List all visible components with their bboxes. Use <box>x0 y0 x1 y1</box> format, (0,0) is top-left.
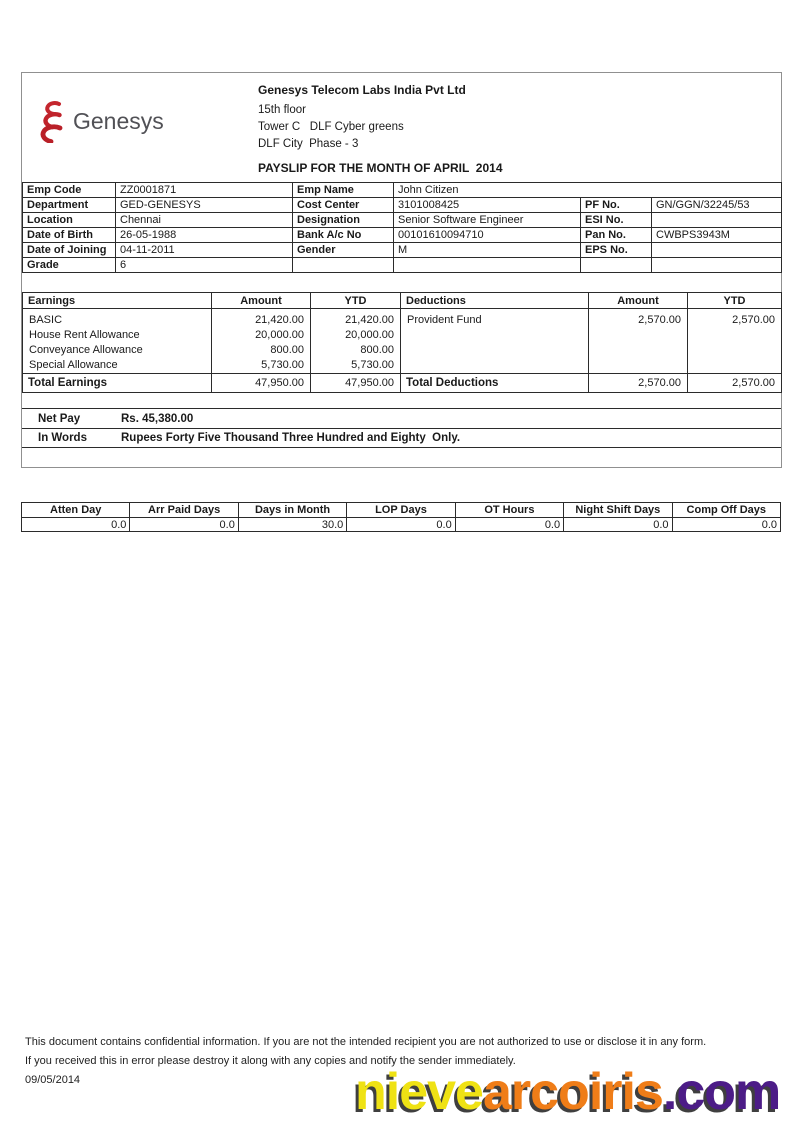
total-deductions-label: Total Deductions <box>401 374 589 393</box>
doj-value: 04-11-2011 <box>116 243 293 258</box>
table-total-row <box>23 374 782 393</box>
earnings-ytd-header: YTD <box>311 293 401 309</box>
ot-hours-value: 0.0 <box>455 518 563 532</box>
table-row <box>23 213 782 228</box>
days-in-month-header: Days in Month <box>238 503 346 518</box>
watermark-part-com: .com <box>662 1063 781 1121</box>
footer-date: 09/05/2014 <box>25 1074 81 1086</box>
deductions-header: Deductions <box>401 293 589 309</box>
atten-day-header: Atten Day <box>22 503 130 518</box>
payslip-title: PAYSLIP FOR THE MONTH OF APRIL 2014 <box>258 161 503 175</box>
lop-days-header: LOP Days <box>347 503 455 518</box>
empty-cell <box>394 258 581 273</box>
net-pay-value: Rs. 45,380.00 <box>121 413 194 425</box>
pan-no-value: CWBPS3943M <box>652 228 782 243</box>
department-label: Department <box>23 198 116 213</box>
attendance-value-row <box>22 518 781 532</box>
payslip-main-box <box>21 72 782 468</box>
earnings-names: BASIC House Rent Allowance Conveyance Allowance Special Allowance <box>23 309 212 374</box>
atten-day-value: 0.0 <box>22 518 130 532</box>
in-words-row <box>22 429 781 448</box>
arr-paid-days-header: Arr Paid Days <box>130 503 238 518</box>
emp-code-value: ZZ0001871 <box>116 183 293 198</box>
deductions-names: Provident Fund <box>401 309 589 374</box>
attendance-header-row <box>22 503 781 518</box>
designation-value: Senior Software Engineer <box>394 213 581 228</box>
deductions-amount-header: Amount <box>589 293 688 309</box>
esi-no-label: ESI No. <box>581 213 652 228</box>
total-earnings-ytd: 47,950.00 <box>311 374 401 393</box>
footer-line-2: If you received this in error please destroy it along with any copies and notify the sender immediately. <box>25 1055 516 1067</box>
earnings-amount-header: Amount <box>212 293 311 309</box>
designation-label: Designation <box>293 213 394 228</box>
emp-name-value: John Citizen <box>394 183 782 198</box>
dob-label: Date of Birth <box>23 228 116 243</box>
location-label: Location <box>23 213 116 228</box>
deductions-ytds: 2,570.00 <box>688 309 782 374</box>
eps-no-value <box>652 243 782 258</box>
comp-off-days-header: Comp Off Days <box>672 503 780 518</box>
deductions-amounts: 2,570.00 <box>589 309 688 374</box>
company-address-block <box>258 83 466 153</box>
footer-line-1: This document contains confidential information. If you are not the intended recipient you are not authorized to use or disclose it in any form. <box>25 1036 707 1048</box>
total-deductions-ytd: 2,570.00 <box>688 374 782 393</box>
earnings-header: Earnings <box>23 293 212 309</box>
in-words-label: In Words <box>38 432 87 444</box>
doj-label: Date of Joining <box>23 243 116 258</box>
gender-value: M <box>394 243 581 258</box>
night-shift-days-header: Night Shift Days <box>564 503 672 518</box>
bank-ac-value: 00101610094710 <box>394 228 581 243</box>
address-line-1: 15th floor <box>258 104 306 116</box>
grade-value: 6 <box>116 258 293 273</box>
employee-details-table <box>22 182 782 273</box>
genesys-swirl-icon <box>35 99 69 143</box>
eps-no-label: EPS No. <box>581 243 652 258</box>
earnings-ytds: 21,420.00 20,000.00 800.00 5,730.00 <box>311 309 401 374</box>
table-header-row <box>23 293 782 309</box>
table-row <box>23 243 782 258</box>
location-value: Chennai <box>116 213 293 228</box>
table-body-row <box>23 309 782 374</box>
total-earnings-label: Total Earnings <box>23 374 212 393</box>
arr-paid-days-value: 0.0 <box>130 518 238 532</box>
grade-label: Grade <box>23 258 116 273</box>
attendance-table <box>21 502 781 532</box>
watermark-part-arcoiris: arcoiris <box>482 1063 663 1121</box>
deductions-ytd-header: YTD <box>688 293 782 309</box>
empty-cell <box>293 258 394 273</box>
department-value: GED-GENESYS <box>116 198 293 213</box>
table-row <box>23 228 782 243</box>
table-row <box>23 198 782 213</box>
earnings-deductions-table <box>22 292 782 393</box>
address-line-3: DLF City Phase - 3 <box>258 138 359 150</box>
company-logo <box>35 99 164 143</box>
pf-no-label: PF No. <box>581 198 652 213</box>
total-deductions-amount: 2,570.00 <box>589 374 688 393</box>
address-line-2: Tower C DLF Cyber greens <box>258 121 404 133</box>
comp-off-days-value: 0.0 <box>672 518 780 532</box>
logo-wordmark: Genesys <box>73 107 164 134</box>
cost-center-label: Cost Center <box>293 198 394 213</box>
dob-value: 26-05-1988 <box>116 228 293 243</box>
net-pay-row <box>22 408 781 429</box>
esi-no-value <box>652 213 782 228</box>
emp-name-label: Emp Name <box>293 183 394 198</box>
watermark-part-nieve: nieve <box>355 1063 483 1121</box>
emp-code-label: Emp Code <box>23 183 116 198</box>
table-row <box>23 258 782 273</box>
empty-cell <box>652 258 782 273</box>
night-shift-days-value: 0.0 <box>564 518 672 532</box>
cost-center-value: 3101008425 <box>394 198 581 213</box>
lop-days-value: 0.0 <box>347 518 455 532</box>
pf-no-value: GN/GGN/32245/53 <box>652 198 782 213</box>
days-in-month-value: 30.0 <box>238 518 346 532</box>
total-earnings-amount: 47,950.00 <box>212 374 311 393</box>
watermark <box>355 1063 781 1121</box>
net-pay-label: Net Pay <box>38 413 81 425</box>
bank-ac-label: Bank A/c No <box>293 228 394 243</box>
empty-cell <box>581 258 652 273</box>
table-row <box>23 183 782 198</box>
pan-no-label: Pan No. <box>581 228 652 243</box>
earnings-amounts: 21,420.00 20,000.00 800.00 5,730.00 <box>212 309 311 374</box>
ot-hours-header: OT Hours <box>455 503 563 518</box>
company-name: Genesys Telecom Labs India Pvt Ltd <box>258 83 466 97</box>
gender-label: Gender <box>293 243 394 258</box>
in-words-value: Rupees Forty Five Thousand Three Hundred and Eighty Only. <box>121 432 461 444</box>
